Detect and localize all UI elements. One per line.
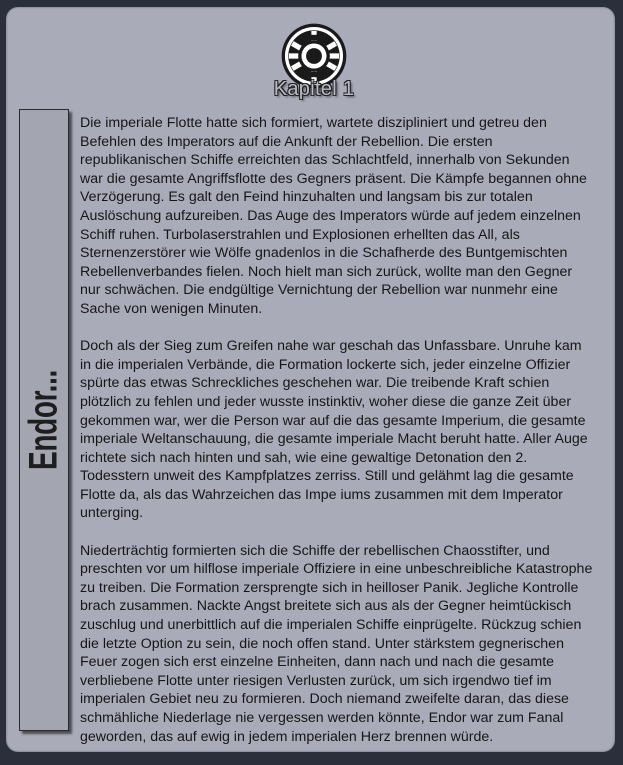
story-panel (6, 7, 615, 752)
story-text (80, 114, 595, 765)
side-title (22, 349, 67, 492)
side-title-panel (19, 109, 69, 731)
paragraph: Die imperiale Flotte hatte sich formiert, wartete diszipliniert und getreu den Befehlen des Imperators auf die Ankunft der Rebellion. Die ersten republikanischen Schiffe erreichten das Schlachtfeld, innerhalb von Sekunden war die gesamte Angriffsflotte des Gegners präsent. Die Kämpfe begannen ohne Verzögerung. Es galt den Feind hinzuhalten und langsam bis zur totalen Auslöschung aufzureiben. Das Auge des Imperators würde auf jedem einzelnen Schiff ruhen. Turbolaserstrahlen und Explosionen erhellten das All, als Sternenzerstörer wie Wölfe gnadenlos in die Schafherde des Buntgemischten Rebellenverbandes fielen. Noch hielt man sich zurück, wollte man den Gegner nur schwächen. Die endgültige Vernichtung der Rebellion war nunmehr eine Sache von wenigen Minuten. (80, 115, 587, 317)
side-title-text: Endor... (21, 370, 66, 470)
chapter-title: Kapitel 1 (273, 78, 355, 100)
paragraph: Doch als der Sieg zum Greifen nahe war geschah das Unfassbare. Unruhe kam in die imperialen Verbände, die Formation lockerte sich, jeder einzelne Offizier spürte das etwas Schreckliches geschehen war. Die treibende Kraft schien plötzlich zu fehlen und jeder wusste instinktiv, woher diese die ganze Zeit über gekommen war, wer die Person war auf die das gesamte Imperium, die gesamte imperiale Weltanschauung, die gesamte imperiale Macht beruht hatte. Aller Auge richtete sich nach hinten und sah, wie eine gewaltige Detonation den 2. Todesstern unweit des Kampfplatzes zerriss. Still und gelähmt lag die gesamte Flotte da, als das Wahrzeichen das Impe iums zusammen mit dem Imperator unterging. (80, 338, 588, 522)
paragraph: Niederträchtig formierten sich die Schiffe der rebellischen Chaosstifter, und preschten vor um hilflose imperiale Offiziere in eine unbeschreibliche Katastrophe zu treiben. Die Formation zersprengte sich in heilloser Panik. Jegliche Kontrolle brach zusammen. Nackte Angst breitete sich aus als der Gegner heimtückisch zuschlug und unerbittlich auf die imperialen Schiffe einprügelte. Rückzug schien die letzte Option zu sein, die noch offen stand. Unter stärkstem gegnerischen Feuer zogen sich erst einzelne Einheiten, dann nach und nach die gesamte verbliebene Flotte unter riesigen Verlusten zurück, um sich irgendwo tief im imperialen Gebiet neu zu formieren. Doch niemand zweifelte daran, das diese schmähliche Niederlage nie vergessen werden könnte, Endor war zum Fanal geworden, das auf ewig in jedem imperialen Herz brennen würde. (80, 542, 593, 745)
